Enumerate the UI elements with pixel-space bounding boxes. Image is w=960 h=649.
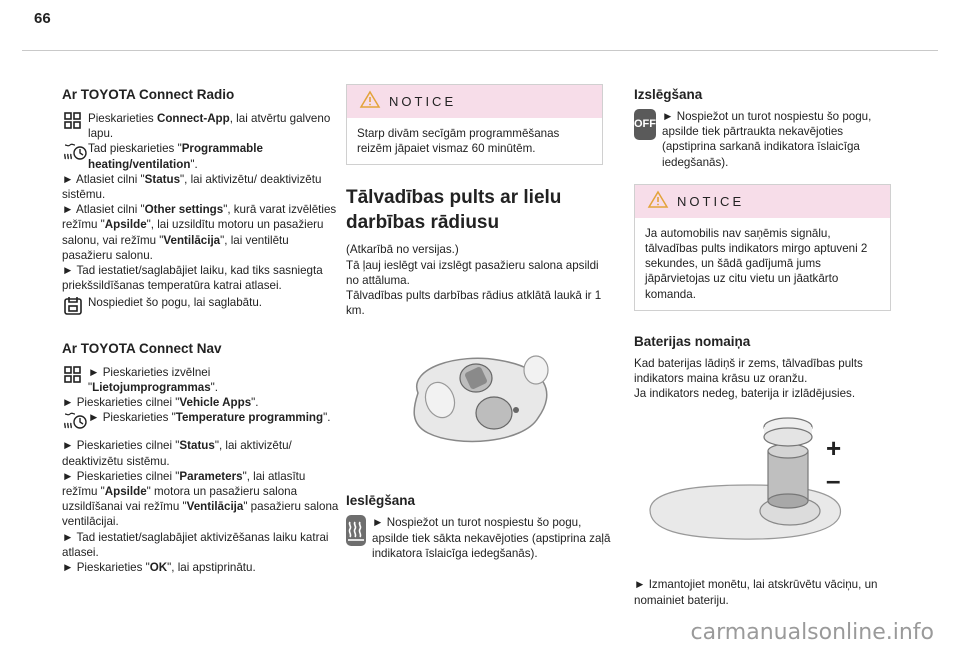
radio-other-text: ► Atlasiet cilni "Other settings", kurā varat izvēlēties režīmu "Apsilde", lai uzsildītu motoru un pasažieru salonu, vai režīmu "Ventilācija", lai ventilētu pasažieru salonu. — [62, 203, 337, 262]
radio-save-text: Nospiediet šo pogu, lai saglabātu. — [88, 296, 263, 310]
radio-heading: Ar TOYOTA Connect Radio — [62, 87, 235, 102]
radio-status-text: ► Atlasiet cilni "Status", lai aktivizētu/ deaktivizētu sistēmu. — [62, 172, 322, 202]
intro-text-3: Tālvadības pults darbības rādius atklātā laukā ir 1 km. — [346, 289, 602, 318]
warning-icon — [359, 90, 381, 113]
battery-text: Kad baterijas lādiņš ir zems, tālvadības pults indikators maina krāsu uz oranžu. — [634, 356, 863, 386]
nav-temp-row — [62, 410, 340, 438]
off-row — [634, 109, 896, 170]
section-heading: Tālvadības pults ar lielu darbības rādiusu — [346, 187, 562, 234]
plus-terminal-label: + — [826, 433, 842, 464]
minus-terminal-label: – — [826, 465, 841, 496]
coin-text: ► Izmantojiet monētu, lai atskrūvētu vāciņu, un nomainiet bateriju. — [634, 578, 878, 607]
battery-text-2: Ja indikators nedeg, baterija ir izlādējusies. — [634, 387, 856, 401]
radio-heating-row — [62, 141, 340, 171]
radio-heating-text: Tad pieskarieties "Programmable heating/ventilation". — [88, 142, 263, 171]
on-row — [346, 515, 614, 561]
nav-temp-text: ► Pieskarieties "Temperature programming". — [88, 411, 331, 425]
notice-text: Starp divām secīgām programmēšanas reizēm jāpaiet vismaz 60 minūtēm. — [357, 127, 560, 156]
top-divider — [22, 50, 938, 51]
nav-heading: Ar TOYOTA Connect Nav — [62, 340, 222, 356]
on-heading: Ieslēgšana — [346, 493, 416, 509]
nav-ok-text: ► Pieskarieties "OK", lai apstiprinātu. — [62, 561, 256, 575]
apps-grid-icon — [62, 365, 86, 389]
column-2 — [346, 84, 614, 561]
heating-on-icon — [346, 515, 366, 546]
nav-menu-text: ► Pieskarieties izvēlnei "Lietojumprogrammas". — [88, 365, 219, 394]
heating-clock-icon — [62, 410, 86, 438]
notice-text: Ja automobilis nav saņēmis signālu, tālvadības pults indikators mirgo aptuveni 2 sekundes, un šādā gadījumā jums jāpārvietojas uz citu vietu un jāatkārto komanda. — [645, 226, 868, 301]
remote-illustration — [398, 348, 558, 458]
on-text: ► Nospiežot un turot nospiestu šo pogu, apsilde tiek sākta nekavējoties (apstiprina zaļā indikatora īslaicīga iedegšanās). — [372, 516, 611, 560]
heating-clock-icon — [62, 141, 86, 169]
notice-title: NOTICE — [677, 193, 745, 209]
notice-box — [634, 184, 891, 311]
save-icon — [62, 295, 86, 321]
page-number: 66 — [34, 10, 51, 27]
column-1 — [62, 86, 340, 575]
nav-params-text: ► Pieskarieties cilnei "Parameters", lai atlasītu režīmu "Apsilde" motora un pasažieru salona uzsildīšanai vai režīmu "Ventilācija" pasažieru salona ventilācijai. — [62, 469, 339, 529]
nav-status-text: ► Pieskarieties cilnei "Status", lai aktivizētu/ deaktivizētu sistēmu. — [62, 439, 292, 468]
off-badge-icon: OFF — [634, 109, 656, 140]
notice-title: NOTICE — [389, 93, 457, 109]
radio-connect-text: Pieskarieties Connect-App, lai atvērtu galveno lapu. — [88, 112, 331, 141]
radio-connect-row — [62, 111, 340, 141]
notice-box — [346, 84, 603, 165]
radio-save-row — [62, 295, 340, 321]
off-text: ► Nospiežot un turot nospiestu šo pogu, apsilde tiek pārtraukta nekavējoties (apstiprina sarkanā indikatora īslaicīga iedegšanās). — [662, 110, 872, 169]
nav-apps-text: ► Pieskarieties cilnei "Vehicle Apps". — [62, 396, 259, 410]
radio-time-text: ► Tad iestatiet/saglabājiet laiku, kad tiks sasniegta priekšsildīšanas temperatūra katrai atlasei. — [62, 264, 323, 293]
apps-grid-icon — [62, 111, 86, 135]
intro-text: (Atkarībā no versijas.) — [346, 243, 459, 257]
battery-illustration — [640, 415, 850, 545]
watermark-text: carmanualsonline.info — [690, 620, 934, 645]
intro-text-2: Tā ļauj ieslēgt vai izslēgt pasažieru salona apsildi no attāluma. — [346, 258, 599, 287]
off-heading: Izslēgšana — [634, 87, 703, 102]
nav-menu-row — [62, 365, 340, 395]
nav-time-text: ► Tad iestatiet/saglabājiet aktivizēšanas laiku katrai atlasei. — [62, 530, 329, 559]
warning-icon — [647, 190, 669, 213]
watermark-footer — [0, 619, 960, 649]
column-3 — [634, 86, 896, 608]
battery-heading: Baterijas nomaiņa — [634, 333, 751, 349]
